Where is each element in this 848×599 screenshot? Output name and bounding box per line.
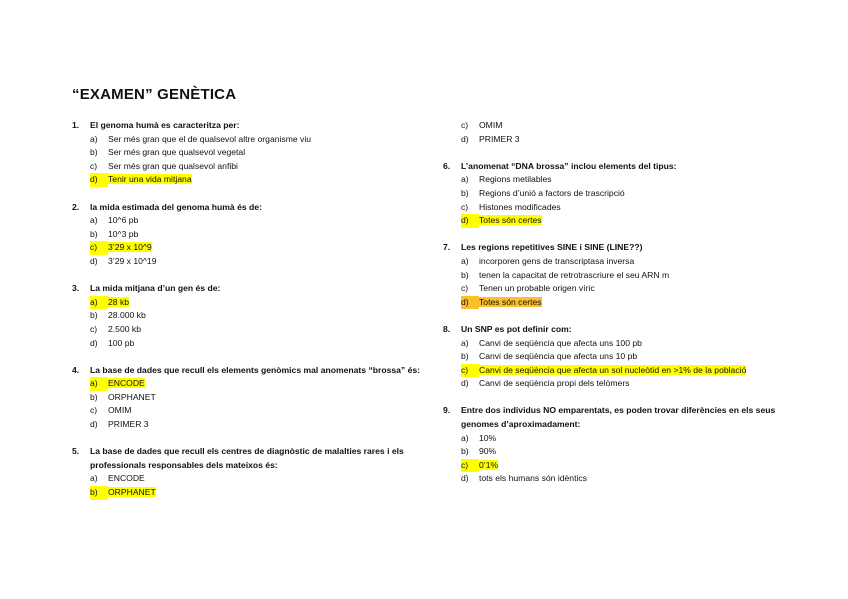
option-text: OMIM bbox=[479, 120, 503, 130]
option-letter: d) bbox=[90, 419, 98, 430]
option-letter: d) bbox=[90, 337, 98, 348]
option-text-wrap bbox=[108, 228, 432, 242]
answer-option bbox=[72, 404, 432, 418]
option-text: ENCODE bbox=[108, 473, 145, 484]
option-text-wrap bbox=[479, 377, 793, 391]
option-text: 3’29 x 10^19 bbox=[108, 255, 157, 266]
answer-option bbox=[443, 364, 793, 378]
question-text: La mida mitjana d’un gen és de: bbox=[90, 283, 221, 294]
option-text: Totes són certes bbox=[479, 296, 542, 307]
option-text: Canvi de seqüència que afecta un sol nucleòtid en >1% de la població bbox=[479, 364, 747, 375]
answer-option bbox=[72, 486, 432, 500]
option-text: Totes són certes bbox=[479, 215, 542, 226]
option-letter: c) bbox=[90, 323, 98, 334]
option-letter: c) bbox=[461, 120, 469, 130]
spacer bbox=[72, 350, 432, 364]
option-letter: b) bbox=[461, 187, 469, 198]
option-letter: a) bbox=[90, 296, 108, 310]
question-block bbox=[72, 445, 432, 499]
option-text: Ser més gran que el de qualsevol altre organisme viu bbox=[108, 133, 312, 144]
option-text: ENCODE bbox=[108, 378, 145, 389]
answer-option bbox=[443, 377, 793, 391]
option-letter: a) bbox=[90, 377, 108, 391]
option-letter: a) bbox=[461, 174, 469, 185]
option-letter: a) bbox=[90, 133, 98, 144]
question-text-row bbox=[443, 323, 793, 337]
question-text: La base de dades que recull els centres de diagnòstic de malalties rares i els professionals responsables dels mateixos és: bbox=[90, 446, 404, 470]
question-number: 3. bbox=[72, 283, 80, 294]
option-letter: d) bbox=[461, 133, 469, 144]
option-letter: d) bbox=[461, 378, 469, 389]
question-block bbox=[443, 323, 793, 391]
question-text: Entre dos individus NO emparentats, es poden trovar diferències en els seus genomes d’aproximadament: bbox=[461, 405, 776, 430]
answer-option bbox=[443, 201, 793, 215]
option-text: Canvi de seqüència que afecta uns 10 pb bbox=[479, 351, 638, 362]
question-text-row bbox=[443, 241, 793, 255]
spacer bbox=[72, 187, 432, 201]
option-letter: d) bbox=[90, 255, 98, 266]
question-text-row bbox=[443, 160, 793, 174]
answer-option bbox=[72, 391, 432, 405]
option-text-wrap bbox=[479, 201, 793, 215]
answer-option bbox=[443, 432, 793, 446]
document-title: “EXAMEN” GENÈTICA bbox=[72, 86, 237, 103]
option-text-wrap bbox=[108, 337, 432, 351]
option-letter: b) bbox=[461, 446, 469, 457]
option-text: 28 kb bbox=[108, 296, 130, 307]
question-text-row bbox=[72, 282, 432, 296]
question-block bbox=[72, 282, 432, 350]
question-text-row bbox=[72, 201, 432, 215]
option-text: ORPHANET bbox=[108, 487, 156, 498]
question-number: 6. bbox=[443, 160, 451, 171]
question-block bbox=[443, 404, 793, 486]
question-block bbox=[72, 364, 432, 432]
question-block bbox=[443, 241, 793, 309]
spacer bbox=[72, 269, 432, 283]
question-block bbox=[443, 160, 793, 228]
answer-option bbox=[443, 445, 793, 459]
option-text-wrap bbox=[108, 146, 432, 160]
option-text: 3’29 x 10^9 bbox=[108, 242, 152, 253]
option-letter: b) bbox=[90, 228, 98, 239]
option-text-wrap bbox=[108, 377, 432, 391]
option-text-wrap bbox=[479, 296, 793, 310]
question-text: la mida estimada del genoma humà és de: bbox=[90, 201, 262, 212]
answer-option bbox=[443, 459, 793, 473]
option-letter: c) bbox=[461, 459, 479, 473]
answer-option bbox=[443, 119, 793, 133]
option-text-wrap bbox=[108, 214, 432, 228]
option-text: 100 pb bbox=[108, 337, 135, 348]
option-letter: b) bbox=[461, 269, 469, 280]
question-block bbox=[72, 119, 432, 187]
answer-option bbox=[443, 282, 793, 296]
option-text-wrap bbox=[479, 269, 793, 283]
option-text-wrap bbox=[108, 133, 432, 147]
question-number: 2. bbox=[72, 201, 80, 212]
question-text-row bbox=[72, 119, 432, 133]
answer-option bbox=[443, 255, 793, 269]
option-letter: a) bbox=[461, 432, 469, 443]
answer-option bbox=[72, 323, 432, 337]
option-letter: a) bbox=[461, 337, 469, 348]
option-text: tots els humans són idèntics bbox=[479, 473, 587, 484]
answer-option bbox=[72, 173, 432, 187]
option-text-wrap bbox=[108, 323, 432, 337]
option-text-wrap bbox=[479, 133, 793, 147]
option-text: 90% bbox=[479, 446, 497, 457]
option-text-wrap bbox=[479, 432, 793, 446]
question-text-row bbox=[443, 404, 793, 431]
question-number: 9. bbox=[443, 405, 451, 416]
option-text: incorporen gens de transcriptasa inversa bbox=[479, 255, 635, 266]
option-letter: b) bbox=[90, 147, 98, 158]
option-text-wrap bbox=[108, 255, 432, 269]
option-text-wrap bbox=[108, 241, 432, 255]
answer-option bbox=[72, 160, 432, 174]
question-number: 8. bbox=[443, 323, 451, 334]
answer-option bbox=[443, 269, 793, 283]
answer-option bbox=[72, 337, 432, 351]
question-text: El genoma humà es caracteritza per: bbox=[90, 120, 240, 130]
answer-option bbox=[72, 418, 432, 432]
option-text: 2.500 kb bbox=[108, 323, 141, 334]
option-text-wrap bbox=[479, 459, 793, 473]
option-text-wrap bbox=[479, 364, 793, 378]
question-text: La base de dades que recull els elements genòmics mal anomenats “brossa” és: bbox=[90, 364, 421, 375]
option-text-wrap bbox=[479, 187, 793, 201]
answer-option bbox=[443, 350, 793, 364]
option-text-wrap bbox=[479, 472, 793, 486]
option-letter: d) bbox=[461, 214, 479, 228]
option-text: tenen la capacitat de retrotrascriure el seu ARN m bbox=[479, 269, 670, 280]
spacer bbox=[443, 391, 793, 405]
option-letter: b) bbox=[90, 486, 108, 500]
spacer bbox=[443, 146, 793, 160]
option-text-wrap bbox=[108, 404, 432, 418]
option-text: Canvi de seqüència que afecta uns 100 pb bbox=[479, 337, 642, 348]
option-text-wrap bbox=[479, 173, 793, 187]
option-letter: c) bbox=[461, 283, 469, 294]
answer-option bbox=[72, 214, 432, 228]
option-letter: c) bbox=[90, 241, 108, 255]
option-text-wrap bbox=[108, 486, 432, 500]
spacer bbox=[72, 432, 432, 446]
answer-option bbox=[443, 187, 793, 201]
answer-option bbox=[72, 377, 432, 391]
option-letter: c) bbox=[461, 201, 469, 212]
answer-option bbox=[72, 309, 432, 323]
answer-option bbox=[72, 296, 432, 310]
answer-option bbox=[443, 214, 793, 228]
option-text: 10% bbox=[479, 432, 497, 443]
answer-option bbox=[72, 228, 432, 242]
option-letter: c) bbox=[90, 405, 98, 416]
spacer bbox=[443, 228, 793, 242]
answer-option bbox=[443, 472, 793, 486]
option-letter: d) bbox=[461, 296, 479, 310]
option-letter: a) bbox=[90, 473, 98, 484]
answer-option bbox=[72, 472, 432, 486]
answer-option bbox=[72, 133, 432, 147]
option-text: OMIM bbox=[108, 405, 132, 416]
question-block bbox=[72, 201, 432, 269]
option-letter: b) bbox=[461, 351, 469, 362]
option-text: Regions metilables bbox=[479, 174, 552, 185]
option-text-wrap bbox=[108, 309, 432, 323]
option-letter: d) bbox=[461, 473, 469, 484]
option-text-wrap bbox=[479, 350, 793, 364]
question-number: 5. bbox=[72, 446, 80, 457]
question-text: Les regions repetitives SINE i SINE (LINE??) bbox=[461, 242, 643, 253]
answer-option bbox=[72, 255, 432, 269]
option-text-wrap bbox=[108, 173, 432, 187]
question-number: 4. bbox=[72, 364, 80, 375]
option-letter: b) bbox=[90, 391, 98, 402]
option-text: Regions d’unió a factors de trascripció bbox=[479, 187, 625, 198]
option-text-wrap bbox=[108, 391, 432, 405]
answer-option bbox=[443, 173, 793, 187]
option-text-wrap bbox=[108, 160, 432, 174]
answer-option bbox=[443, 337, 793, 351]
answer-option bbox=[72, 146, 432, 160]
option-text: PRIMER 3 bbox=[108, 419, 149, 430]
option-text-wrap bbox=[108, 296, 432, 310]
option-text: Tenir una vida mitjana bbox=[108, 174, 192, 185]
option-text-wrap bbox=[108, 418, 432, 432]
option-text-wrap bbox=[479, 445, 793, 459]
option-text: ORPHANET bbox=[108, 391, 156, 402]
option-letter: c) bbox=[90, 160, 98, 171]
option-letter: a) bbox=[461, 255, 469, 266]
answer-option bbox=[443, 296, 793, 310]
question-text: L’anomenat “DNA brossa” inclou elements del tipus: bbox=[461, 160, 677, 171]
option-letter: c) bbox=[461, 364, 479, 378]
spacer bbox=[443, 309, 793, 323]
option-text-wrap bbox=[479, 119, 793, 133]
option-letter: a) bbox=[90, 215, 98, 226]
option-text: Tenen un probable origen víric bbox=[479, 283, 595, 294]
option-text: Canvi de seqüència propi dels telòmers bbox=[479, 378, 630, 389]
option-text: 10^3 pb bbox=[108, 228, 139, 239]
option-text: PRIMER 3 bbox=[479, 133, 520, 144]
option-text-wrap bbox=[108, 472, 432, 486]
option-letter: b) bbox=[90, 310, 98, 321]
answer-option bbox=[72, 241, 432, 255]
option-text-wrap bbox=[479, 255, 793, 269]
option-text: Ser més gran que qualsevol vegetal bbox=[108, 147, 246, 158]
left-column bbox=[72, 119, 432, 500]
question-text: Un SNP es pot definir com: bbox=[461, 323, 572, 334]
option-letter: d) bbox=[90, 173, 108, 187]
question-text-row bbox=[72, 364, 432, 378]
option-text: 28.000 kb bbox=[108, 310, 146, 321]
option-text-wrap bbox=[479, 282, 793, 296]
option-text: 0’1% bbox=[479, 459, 499, 470]
answer-option bbox=[443, 133, 793, 147]
question-text-row bbox=[72, 445, 432, 472]
option-text: Histones modificades bbox=[479, 201, 561, 212]
right-column bbox=[443, 119, 793, 486]
option-text: 10^6 pb bbox=[108, 215, 139, 226]
option-text-wrap bbox=[479, 214, 793, 228]
option-text-wrap bbox=[479, 337, 793, 351]
question-number: 1. bbox=[72, 120, 80, 130]
question-number: 7. bbox=[443, 242, 451, 253]
option-text: Ser més gran que qualsevol anfibi bbox=[108, 160, 238, 171]
